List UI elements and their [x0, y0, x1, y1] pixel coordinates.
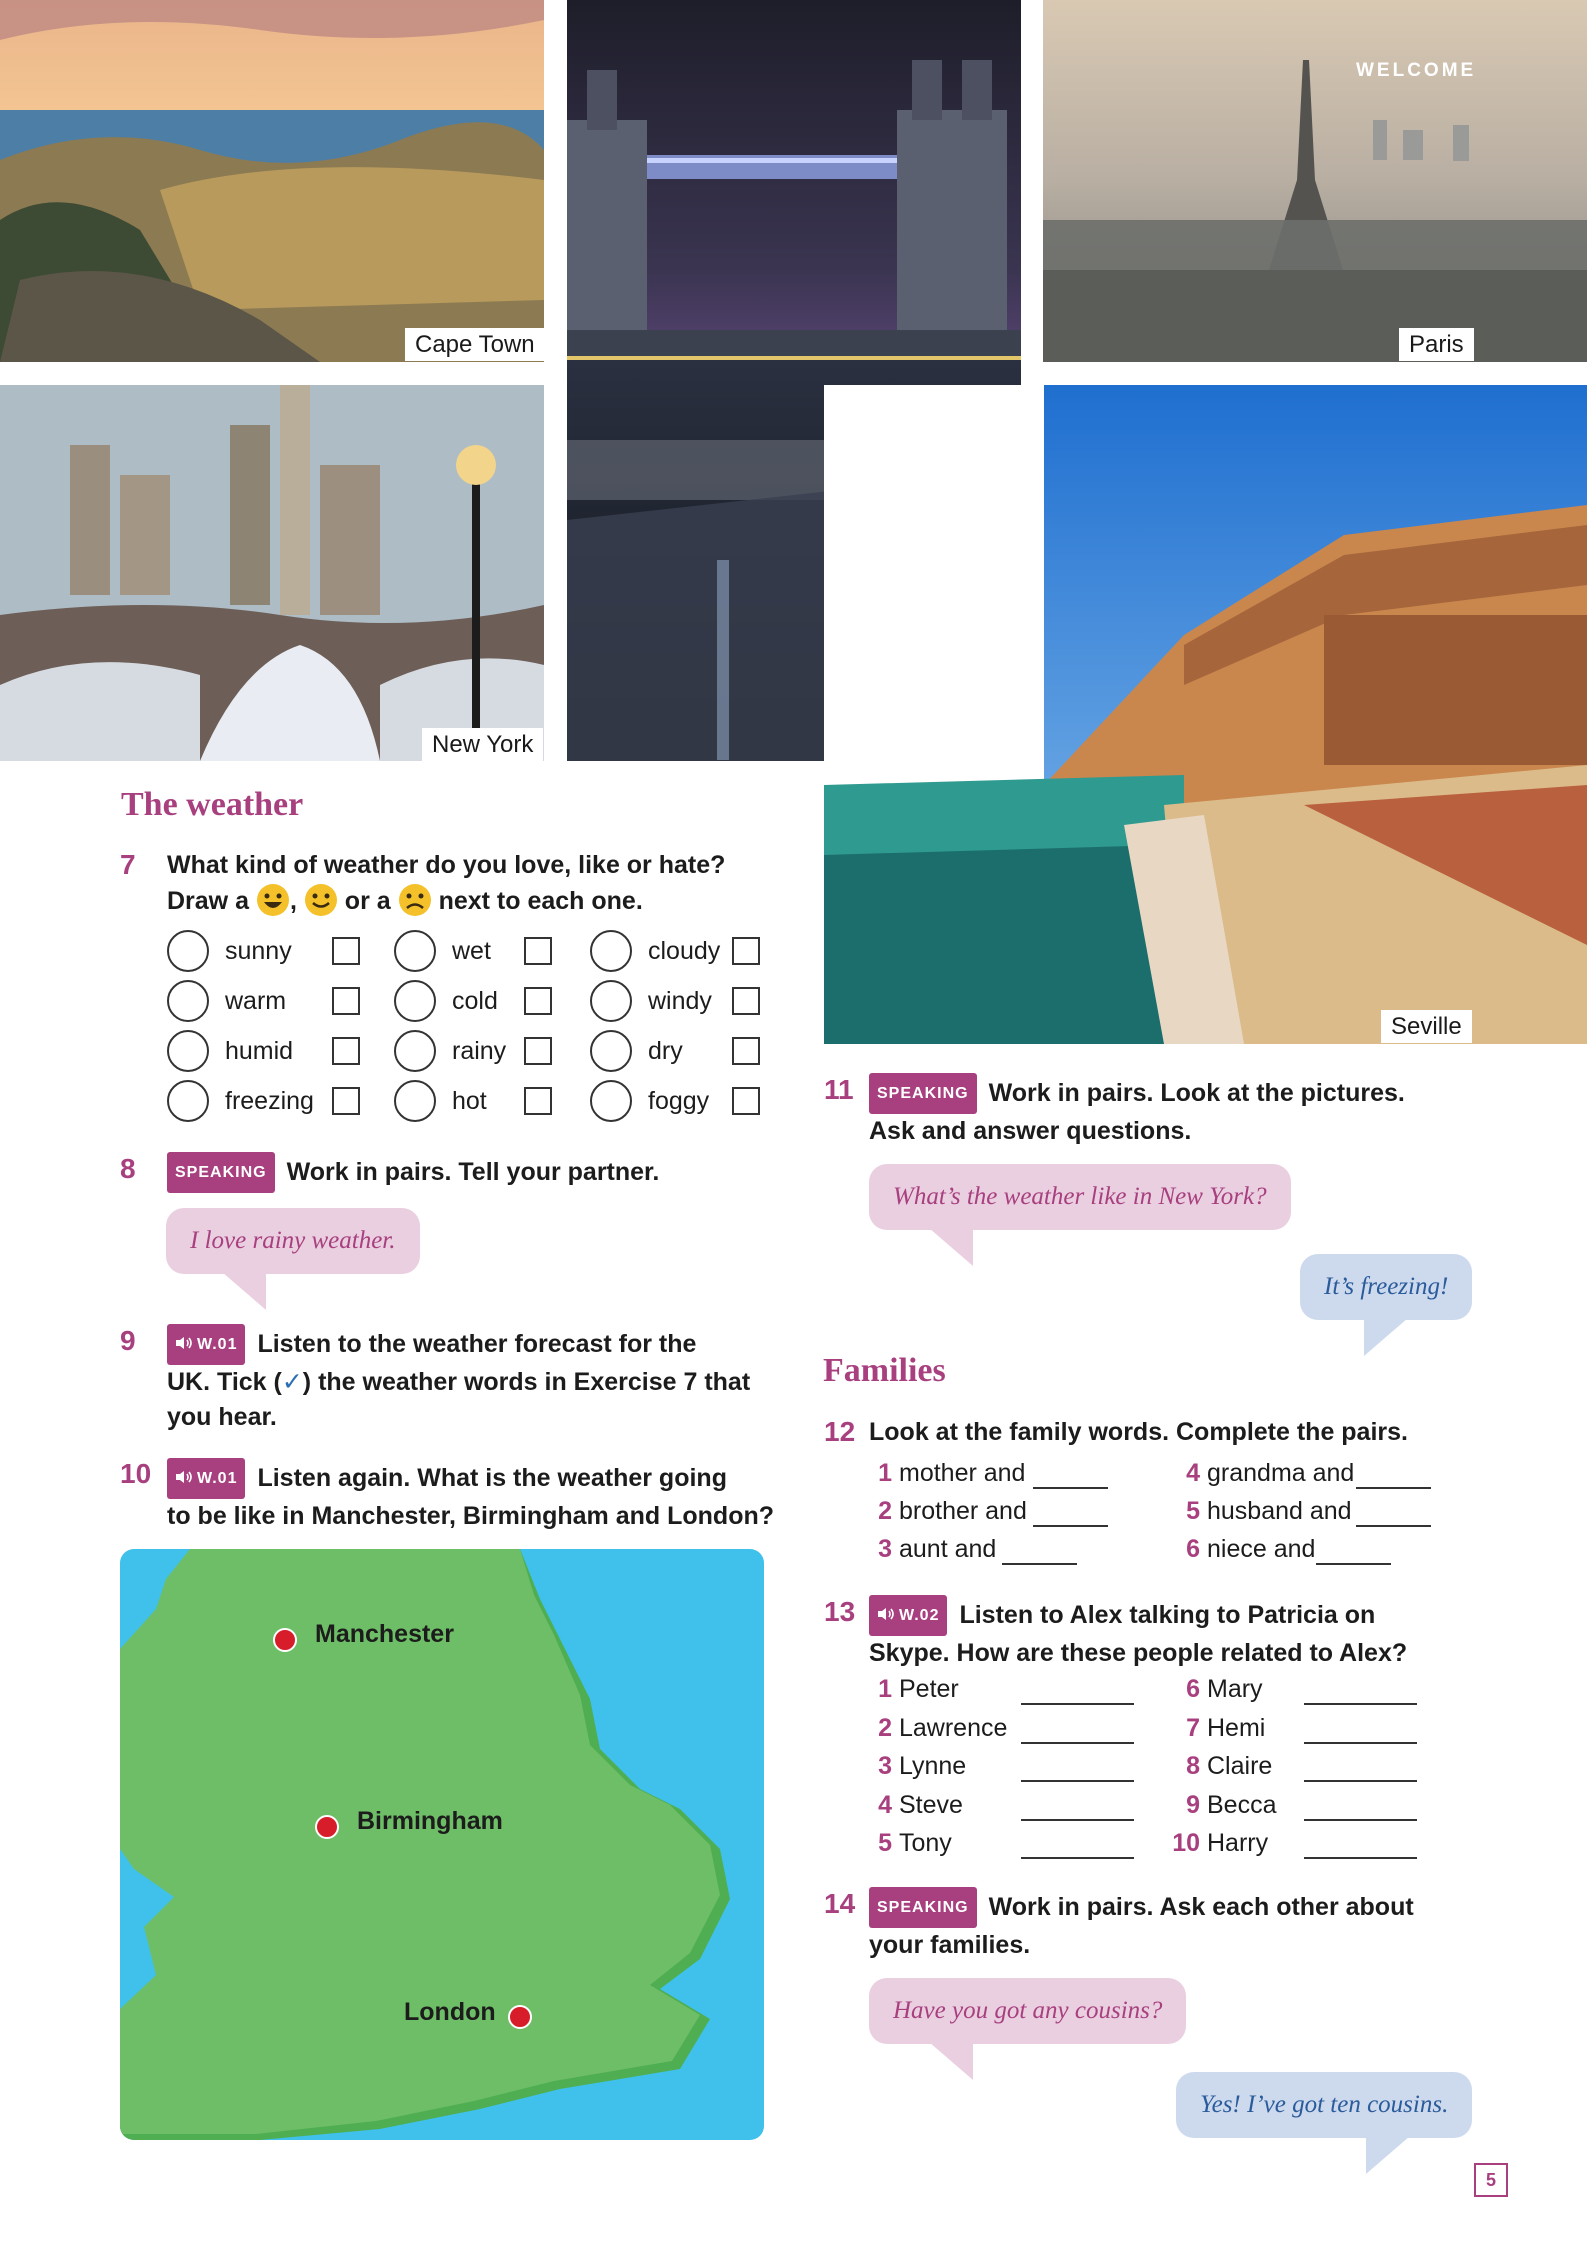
audio-track-label: W.02	[899, 1607, 940, 1624]
exercise-14-line1-text: Work in pairs. Ask each other about	[988, 1893, 1414, 1921]
city-label-london: London	[404, 1998, 496, 2026]
answer-blank[interactable]	[1356, 1487, 1431, 1489]
person-name: Harry	[1207, 1829, 1269, 1857]
item-number: 6	[1186, 1675, 1200, 1703]
item-number: 9	[1186, 1790, 1200, 1819]
audio-badge-w02[interactable]	[869, 1595, 947, 1636]
speaking-badge: SPEAKING	[869, 1887, 977, 1928]
section-heading-families: Families	[823, 1352, 946, 1389]
speech-bubble-ten-cousins: Yes! I’ve got ten cousins.	[1176, 2072, 1472, 2138]
exercise-13-line1-text: Listen to Alex talking to Patricia on	[959, 1601, 1376, 1629]
city-label-manchester: Manchester	[315, 1620, 454, 1648]
audio-track-label: W.01	[197, 1470, 238, 1487]
exercise-14-line1	[869, 1887, 1569, 1928]
item-number: 2	[878, 1497, 892, 1525]
exercise-9-line3: you hear.	[167, 1403, 277, 1431]
like-emoji-icon	[304, 883, 338, 917]
speaker-icon	[175, 1470, 193, 1484]
family-word: aunt and	[899, 1535, 997, 1563]
exercise-9-number: 9	[120, 1325, 136, 1356]
speaking-badge: SPEAKING	[869, 1073, 977, 1114]
exercise-7-instruction	[167, 848, 787, 919]
exercise-8-instruction	[167, 1152, 787, 1193]
speaker-icon	[175, 1336, 193, 1350]
answer-blank[interactable]	[1356, 1525, 1431, 1527]
uk-map	[120, 1549, 764, 2140]
emoji-circle[interactable]	[167, 930, 209, 972]
welcome-label: WELCOME	[1356, 60, 1477, 81]
draw-a-text: Draw a	[167, 887, 249, 915]
emoji-circle[interactable]	[167, 980, 209, 1022]
exercise-11-number: 11	[824, 1074, 854, 1105]
person-name: Lawrence	[899, 1713, 1008, 1742]
answer-blank[interactable]	[1033, 1487, 1108, 1489]
hate-emoji-icon	[398, 883, 432, 917]
family-word: brother and	[899, 1497, 1027, 1525]
speech-bubble-new-york-question: What’s the weather like in New York?	[869, 1164, 1291, 1230]
item-number: 6	[1186, 1535, 1200, 1563]
answer-blank[interactable]	[1316, 1563, 1391, 1565]
item-number: 4	[878, 1790, 892, 1819]
answer-blank[interactable]	[1304, 1742, 1417, 1744]
emoji-circle[interactable]	[590, 1030, 632, 1072]
answer-blank[interactable]	[1021, 1703, 1134, 1705]
exercise-9-line2b: ) the weather words in Exercise 7 that	[302, 1368, 751, 1396]
speech-bubble-tail	[1364, 1318, 1408, 1356]
answer-blank[interactable]	[1021, 1742, 1134, 1744]
next-to-each-text: next to each one.	[438, 887, 643, 915]
weather-word: humid	[225, 1037, 294, 1065]
exercise-8-number: 8	[120, 1153, 136, 1184]
person-name: Claire	[1207, 1752, 1273, 1780]
answer-blank[interactable]	[1304, 1857, 1417, 1859]
item-number: 2	[878, 1713, 892, 1742]
emoji-circle[interactable]	[394, 1080, 436, 1122]
weather-word: cloudy	[648, 937, 721, 965]
weather-word: windy	[648, 987, 712, 1015]
item-number: 5	[1186, 1497, 1200, 1525]
item-number: 8	[1186, 1752, 1200, 1780]
exercise-7-number: 7	[120, 849, 136, 880]
photo-paris	[1043, 0, 1587, 362]
speech-bubble-rainy: I love rainy weather.	[166, 1208, 420, 1274]
answer-blank[interactable]	[1304, 1703, 1417, 1705]
person-name: Steve	[899, 1790, 963, 1819]
person-name: Peter	[899, 1675, 959, 1703]
weather-word: dry	[648, 1037, 683, 1065]
emoji-circle[interactable]	[590, 980, 632, 1022]
exercise-9-instruction	[167, 1324, 787, 1435]
tick-checkbox[interactable]	[332, 987, 360, 1015]
family-word: husband and	[1207, 1497, 1352, 1525]
exercise-10-number: 10	[120, 1458, 152, 1489]
item-number: 1	[878, 1675, 892, 1703]
family-word: niece and	[1207, 1535, 1316, 1563]
emoji-circle[interactable]	[394, 980, 436, 1022]
caption-new-york: New York	[422, 728, 543, 761]
exercise-13-line2: Skype. How are these people related to Alex?	[869, 1639, 1408, 1667]
exercise-11-line1-text: Work in pairs. Look at the pictures.	[988, 1079, 1405, 1107]
emoji-circle[interactable]	[167, 1080, 209, 1122]
weather-word: foggy	[648, 1087, 710, 1115]
exercise-7-line1: What kind of weather do you love, like or hate?	[167, 851, 726, 879]
love-emoji-icon	[256, 883, 290, 917]
section-heading-weather: The weather	[121, 786, 304, 823]
exercise-13-instruction	[869, 1595, 1569, 1671]
answer-blank[interactable]	[1304, 1780, 1417, 1782]
speech-bubble-tail	[222, 1272, 266, 1310]
item-number: 4	[1186, 1459, 1200, 1487]
caption-seville: Seville	[1381, 1010, 1472, 1043]
emoji-circle[interactable]	[167, 1030, 209, 1072]
exercise-12-number: 12	[824, 1416, 856, 1447]
weather-word: rainy	[452, 1037, 507, 1065]
item-number: 10	[1172, 1829, 1200, 1857]
tick-mark-icon: ✓	[281, 1368, 303, 1396]
tick-checkbox[interactable]	[332, 1087, 360, 1115]
answer-blank[interactable]	[1033, 1525, 1108, 1527]
exercise-10-instruction	[167, 1458, 807, 1534]
person-name: Becca	[1207, 1790, 1277, 1819]
tick-checkbox[interactable]	[524, 987, 552, 1015]
item-number: 1	[878, 1459, 892, 1487]
speaking-badge: SPEAKING	[167, 1152, 275, 1193]
tick-checkbox[interactable]	[524, 1087, 552, 1115]
caption-cape-town: Cape Town	[405, 328, 545, 361]
photo-seville	[824, 385, 1587, 1044]
speech-bubble-tail	[1366, 2136, 1410, 2174]
audio-track-label: W.01	[197, 1336, 238, 1353]
photo-new-york	[0, 385, 544, 761]
exercise-9-line2a: UK. Tick (	[167, 1368, 282, 1396]
item-number: 5	[878, 1829, 892, 1857]
exercise-10-line2: to be like in Manchester, Birmingham and London?	[167, 1502, 775, 1530]
london-dot	[508, 2005, 532, 2029]
speech-bubble-freezing: It’s freezing!	[1300, 1254, 1472, 1320]
comma-text: ,	[289, 887, 297, 915]
item-number: 7	[1186, 1713, 1200, 1742]
exercise-11-line1	[869, 1073, 1569, 1114]
exercise-10-line1-text: Listen again. What is the weather going	[257, 1464, 727, 1492]
audio-badge-w01-b[interactable]	[167, 1458, 245, 1499]
answer-blank[interactable]	[1021, 1819, 1134, 1821]
exercise-13-line1	[869, 1595, 1569, 1636]
emoji-circle[interactable]	[590, 1080, 632, 1122]
exercise-9-line1	[167, 1324, 787, 1365]
exercise-9-line1-text: Listen to the weather forecast for the	[257, 1330, 697, 1358]
weather-word: hot	[452, 1087, 487, 1115]
exercise-12-instruction: Look at the family words. Complete the pairs.	[869, 1418, 1408, 1446]
exercise-14-number: 14	[824, 1888, 856, 1919]
tick-checkbox[interactable]	[332, 937, 360, 965]
exercise-13-number: 13	[824, 1596, 856, 1627]
item-number: 3	[878, 1535, 892, 1563]
weather-word: wet	[452, 937, 491, 965]
person-name: Lynne	[899, 1752, 967, 1780]
caption-paris: Paris	[1399, 328, 1474, 361]
tick-checkbox[interactable]	[732, 937, 760, 965]
page-number: 5	[1474, 2163, 1508, 2197]
item-number: 3	[878, 1752, 892, 1780]
answer-blank[interactable]	[1002, 1563, 1077, 1565]
answer-blank[interactable]	[1304, 1819, 1417, 1821]
tick-checkbox[interactable]	[732, 1037, 760, 1065]
exercise-11-line2: Ask and answer questions.	[869, 1117, 1192, 1145]
emoji-circle[interactable]	[590, 930, 632, 972]
weather-word: sunny	[225, 937, 292, 965]
speech-bubble-cousins-question: Have you got any cousins?	[869, 1978, 1186, 2044]
photo-cape-town	[0, 0, 544, 362]
exercise-7-line2	[167, 883, 787, 919]
speech-bubble-tail	[929, 2042, 973, 2080]
weather-word: warm	[225, 987, 287, 1015]
exercise-14-line2: your families.	[869, 1931, 1031, 1959]
city-label-birmingham: Birmingham	[357, 1807, 503, 1835]
or-a-text: or a	[344, 887, 391, 915]
answer-blank[interactable]	[1021, 1857, 1134, 1859]
tick-checkbox[interactable]	[524, 1037, 552, 1065]
person-name: Hemi	[1207, 1713, 1266, 1742]
exercise-11-instruction	[869, 1073, 1569, 1149]
birmingham-dot	[315, 1815, 339, 1839]
manchester-dot	[273, 1628, 297, 1652]
emoji-circle[interactable]	[394, 930, 436, 972]
family-word: mother and	[899, 1459, 1026, 1487]
audio-badge-w01[interactable]	[167, 1324, 245, 1365]
emoji-circle[interactable]	[394, 1030, 436, 1072]
answer-blank[interactable]	[1021, 1780, 1134, 1782]
weather-word: freezing	[225, 1087, 314, 1115]
exercise-10-line1	[167, 1458, 807, 1499]
speaker-icon	[877, 1607, 895, 1621]
tick-checkbox[interactable]	[732, 987, 760, 1015]
family-word: grandma and	[1207, 1459, 1355, 1487]
weather-word: cold	[452, 987, 498, 1015]
exercise-8-text: Work in pairs. Tell your partner.	[286, 1158, 660, 1186]
exercise-14-instruction	[869, 1887, 1569, 1963]
person-name: Tony	[899, 1829, 952, 1857]
tick-checkbox[interactable]	[524, 937, 552, 965]
tick-checkbox[interactable]	[732, 1087, 760, 1115]
person-name: Mary	[1207, 1675, 1263, 1703]
exercise-9-line2	[167, 1365, 787, 1400]
speech-bubble-tail	[929, 1228, 973, 1266]
tick-checkbox[interactable]	[332, 1037, 360, 1065]
